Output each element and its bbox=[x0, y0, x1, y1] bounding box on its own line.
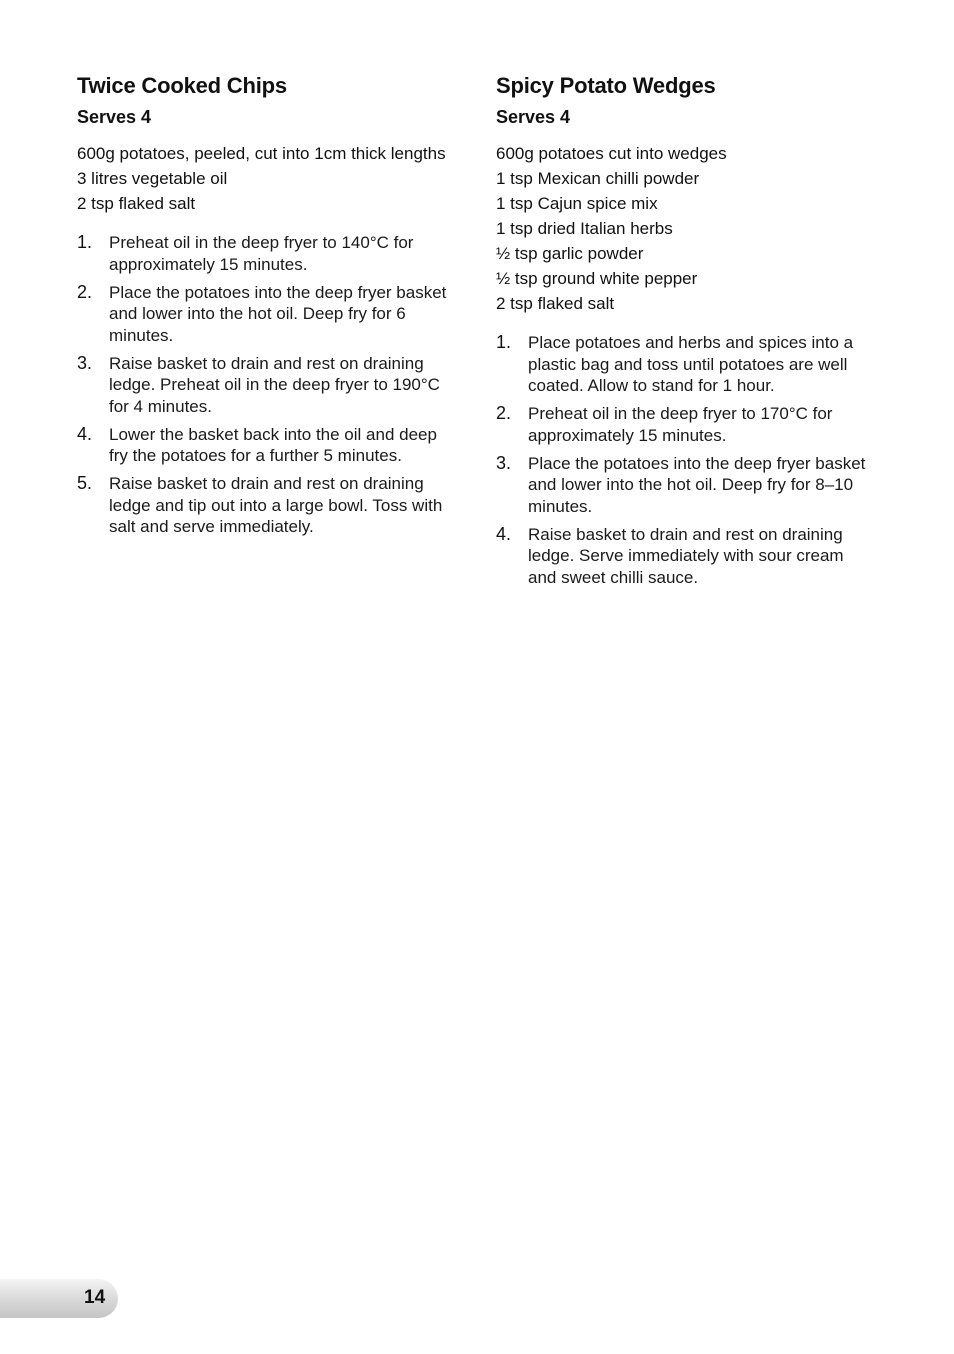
ingredient-item: 1 tsp Mexican chilli powder bbox=[496, 169, 700, 188]
step-number: 4. bbox=[496, 523, 512, 544]
step-number: 5. bbox=[77, 473, 93, 493]
step-number: 3. bbox=[496, 452, 512, 473]
ingredient-list bbox=[496, 144, 876, 314]
step-number: 3. bbox=[77, 352, 93, 373]
recipe-twice-cooked-chips bbox=[77, 70, 457, 544]
step-text: Preheat oil in the deep fryer to 170°C for approximately 15 minutes. bbox=[528, 404, 833, 445]
step-text: Place potatoes and herbs and spices into a plastic bag and toss until potatoes are well coated. Allow to stand for 1 hour. bbox=[528, 333, 854, 395]
method-step bbox=[496, 453, 876, 518]
step-text: Place the potatoes into the deep fryer basket and lower into the hot oil. Deep fry for 6 minutes. bbox=[109, 282, 447, 345]
recipe-title: Spicy Potato Wedges bbox=[496, 73, 716, 98]
method-step bbox=[496, 524, 876, 589]
step-number: 4. bbox=[77, 423, 93, 444]
recipe-title: Twice Cooked Chips bbox=[77, 73, 287, 98]
ingredient-item: 2 tsp flaked salt bbox=[496, 294, 615, 313]
method-step bbox=[77, 282, 457, 347]
method-step bbox=[77, 473, 457, 538]
method-steps bbox=[496, 332, 876, 588]
step-text: Raise basket to drain and rest on draining ledge and tip out into a large bowl. Toss with salt and serve immediately. bbox=[109, 474, 443, 536]
method-step bbox=[496, 403, 876, 446]
ingredient-item: 3 litres vegetable oil bbox=[77, 169, 228, 188]
ingredient-list bbox=[77, 144, 457, 214]
method-step bbox=[77, 424, 457, 467]
step-text: Lower the basket back into the oil and deep fry the potatoes for a further 5 minutes. bbox=[109, 424, 437, 465]
step-number: 2. bbox=[496, 403, 512, 423]
step-number: 1. bbox=[77, 232, 93, 252]
step-number: 2. bbox=[77, 281, 93, 302]
ingredient-item: 2 tsp flaked salt bbox=[77, 194, 196, 213]
method-steps bbox=[77, 232, 457, 538]
ingredient-item: ½ tsp ground white pepper bbox=[496, 269, 698, 288]
recipe-serves: Serves 4 bbox=[77, 107, 152, 127]
ingredient-item: ½ tsp garlic powder bbox=[496, 244, 644, 263]
ingredient-item: 600g potatoes, peeled, cut into 1cm thick lengths bbox=[77, 144, 446, 163]
step-text: Raise basket to drain and rest on draining ledge. Preheat oil in the deep fryer to 190°C for 4 minutes. bbox=[109, 353, 440, 416]
step-text: Place the potatoes into the deep fryer basket and lower into the hot oil. Deep fry for 8–10 minutes. bbox=[528, 453, 866, 516]
ingredient-item: 600g potatoes cut into wedges bbox=[496, 144, 727, 163]
step-number: 1. bbox=[496, 332, 512, 352]
page-number: 14 bbox=[84, 1287, 106, 1308]
ingredient-item: 1 tsp dried Italian herbs bbox=[496, 219, 673, 238]
method-step bbox=[77, 353, 457, 418]
step-text: Preheat oil in the deep fryer to 140°C for approximately 15 minutes. bbox=[109, 233, 414, 274]
recipe-serves: Serves 4 bbox=[496, 107, 571, 127]
method-step bbox=[77, 232, 457, 275]
recipe-spicy-potato-wedges bbox=[496, 70, 876, 595]
step-text: Raise basket to drain and rest on draining ledge. Serve immediately with sour cream and sweet chilli sauce. bbox=[528, 524, 844, 587]
ingredient-item: 1 tsp Cajun spice mix bbox=[496, 194, 658, 213]
method-step bbox=[496, 332, 876, 397]
